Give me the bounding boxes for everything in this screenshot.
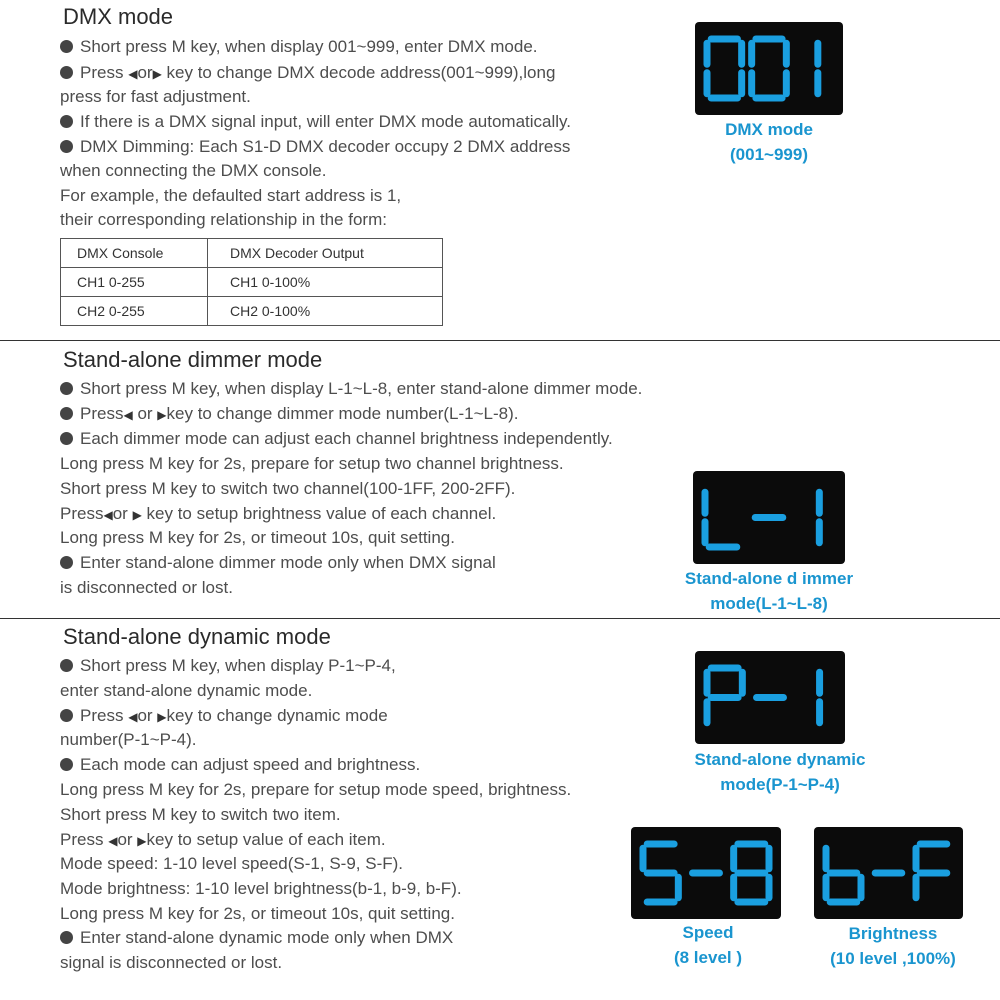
dmx-line-5: DMX Dimming: Each S1-D DMX decoder occupy 2 DMX address [60, 135, 570, 159]
table-cell: CH1 0-255 [61, 268, 208, 297]
dynamic-line-13: signal is disconnected or lost. [60, 953, 283, 972]
dmx-caption: DMX mode (001~999) [725, 120, 813, 164]
seven-segment-readout [814, 827, 963, 919]
table-cell: CH2 0-255 [61, 297, 208, 326]
dmx-line-2: Press ◀or▶ key to change DMX decode address(001~999),long [60, 61, 555, 86]
dmx-line-8: their corresponding relationship in the form: [60, 210, 387, 229]
dynamic-line-4: number(P-1~P-4). [60, 730, 197, 749]
table-cell: CH1 0-100% [208, 268, 443, 297]
dimmer-caption: Stand-alone d immer mode(L-1~L-8) [684, 569, 854, 613]
dynamic-line-7: Short press M key to switch two item. [60, 805, 341, 824]
dynamic-line-12: Enter stand-alone dynamic mode only when DMX [60, 926, 453, 950]
dynamic-line-9: Mode speed: 1-10 level speed(S-1, S-9, S-F). [60, 854, 403, 873]
seven-segment-readout [693, 471, 845, 564]
speed-caption: Speed (8 level ) [673, 923, 743, 967]
brightness-caption: Brightness (10 level ,100%) [830, 924, 956, 968]
dimmer-line-7: Long press M key for 2s, or timeout 10s, quit setting. [60, 528, 455, 547]
dynamic-display [695, 651, 845, 744]
dmx-display [695, 22, 843, 115]
dynamic-line-6: Long press M key for 2s, prepare for setup mode speed, brightness. [60, 780, 572, 799]
right-arrow-icon: ▶ [132, 508, 142, 522]
bullet-icon [60, 931, 73, 944]
seven-segment-readout [695, 22, 843, 115]
right-arrow-icon: ▶ [152, 67, 162, 81]
dynamic-line-3: Press ◀or ▶key to change dynamic mode [60, 704, 388, 729]
seven-segment-readout [695, 651, 845, 744]
dynamic-line-11: Long press M key for 2s, or timeout 10s, quit setting. [60, 904, 455, 923]
bullet-icon [60, 40, 73, 53]
right-arrow-icon: ▶ [137, 834, 147, 848]
bullet-icon [60, 140, 73, 153]
dimmer-line-3: Each dimmer mode can adjust each channel brightness independently. [60, 427, 613, 451]
left-arrow-icon: ◀ [123, 408, 133, 422]
dimmer-mode-title: Stand-alone dimmer mode [63, 347, 323, 372]
bullet-icon [60, 115, 73, 128]
bullet-icon [60, 382, 73, 395]
dmx-mapping-table [60, 238, 443, 326]
dmx-line-1: Short press M key, when display 001~999, enter DMX mode. [60, 35, 538, 59]
dimmer-line-5: Short press M key to switch two channel(100-1FF, 200-2FF). [60, 479, 516, 498]
right-arrow-icon: ▶ [157, 710, 167, 724]
seven-segment-readout [631, 827, 781, 919]
dimmer-line-9: is disconnected or lost. [60, 578, 233, 597]
table-row [61, 297, 443, 326]
table-header-row [61, 239, 443, 268]
bullet-icon [60, 556, 73, 569]
dmx-line-3: press for fast adjustment. [60, 87, 251, 106]
left-arrow-icon: ◀ [103, 508, 113, 522]
bullet-icon [60, 659, 73, 672]
bullet-icon [60, 709, 73, 722]
table-row [61, 268, 443, 297]
bullet-icon [60, 432, 73, 445]
speed-display [631, 827, 781, 919]
dimmer-line-4: Long press M key for 2s, prepare for setup two channel brightness. [60, 454, 564, 473]
dmx-line-6: when connecting the DMX console. [60, 161, 327, 180]
dimmer-line-8: Enter stand-alone dimmer mode only when DMX signal [60, 551, 496, 575]
brightness-display [814, 827, 963, 919]
right-arrow-icon: ▶ [157, 408, 167, 422]
section-divider [0, 618, 1000, 619]
section-divider [0, 340, 1000, 341]
dynamic-line-8: Press ◀or ▶key to setup value of each item. [60, 830, 386, 849]
dynamic-line-10: Mode brightness: 1-10 level brightness(b-1, b-9, b-F). [60, 879, 462, 898]
dynamic-line-2: enter stand-alone dynamic mode. [60, 681, 313, 700]
left-arrow-icon: ◀ [128, 67, 138, 81]
left-arrow-icon: ◀ [128, 710, 138, 724]
dynamic-caption: Stand-alone dynamic mode(P-1~P-4) [694, 750, 866, 794]
table-cell: CH2 0-100% [208, 297, 443, 326]
dmx-mode-title: DMX mode [63, 4, 174, 29]
dmx-line-4: If there is a DMX signal input, will enter DMX mode automatically. [60, 110, 571, 134]
dmx-line-7: For example, the defaulted start address is 1, [60, 186, 402, 205]
dynamic-mode-title: Stand-alone dynamic mode [63, 624, 331, 649]
bullet-icon [60, 758, 73, 771]
dynamic-line-5: Each mode can adjust speed and brightness. [60, 753, 420, 777]
table-header-output: DMX Decoder Output [208, 239, 443, 268]
dimmer-line-2: Press◀ or ▶key to change dimmer mode number(L-1~L-8). [60, 402, 519, 427]
table-header-console: DMX Console [61, 239, 208, 268]
bullet-icon [60, 407, 73, 420]
left-arrow-icon: ◀ [108, 834, 118, 848]
dimmer-line-6: Press◀or ▶ key to setup brightness value of each channel. [60, 504, 497, 523]
dimmer-display [693, 471, 845, 564]
bullet-icon [60, 66, 73, 79]
dynamic-line-1: Short press M key, when display P-1~P-4, [60, 654, 396, 678]
dimmer-line-1: Short press M key, when display L-1~L-8, enter stand-alone dimmer mode. [60, 377, 642, 401]
